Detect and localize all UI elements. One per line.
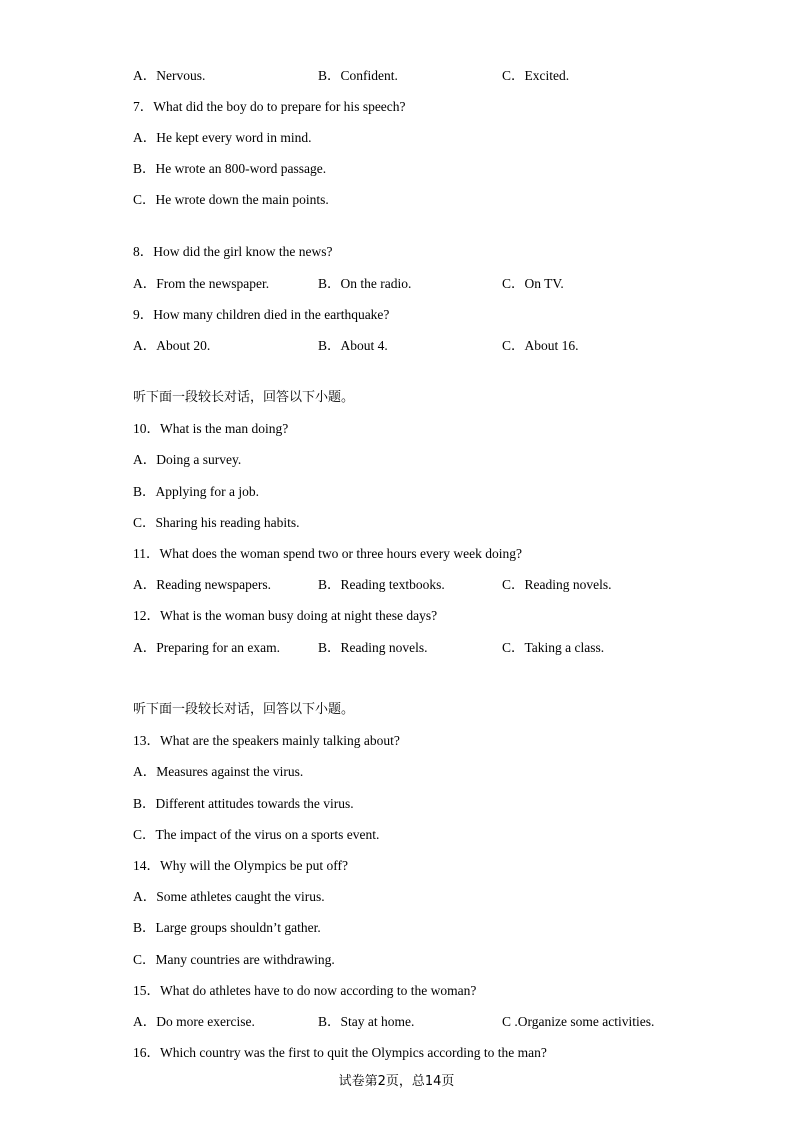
q15-option-b: B．Stay at home. xyxy=(318,1014,415,1029)
q13-question: 13．What are the speakers mainly talking about? xyxy=(133,733,400,748)
q6-option-a: A．Nervous. xyxy=(133,68,206,83)
q10-question: 10．What is the man doing? xyxy=(133,421,289,436)
q14-option-c: C．Many countries are withdrawing. xyxy=(133,952,335,967)
q10-option-a: A．Doing a survey. xyxy=(133,452,242,467)
q13-option-a: A．Measures against the virus. xyxy=(133,764,304,779)
q13-option-b: B．Different attitudes towards the virus. xyxy=(133,796,354,811)
q8-option-a: A．From the newspaper. xyxy=(133,276,270,291)
q7-option-b: B．He wrote an 800-word passage. xyxy=(133,161,327,176)
q11-question: 11．What does the woman spend two or three hours every week doing? xyxy=(133,546,523,561)
q10-option-b: B．Applying for a job. xyxy=(133,484,259,499)
q10-option-c: C．Sharing his reading habits. xyxy=(133,515,300,530)
q12-option-b: B．Reading novels. xyxy=(318,640,428,655)
q7-question: 7．What did the boy do to prepare for his speech? xyxy=(133,99,406,114)
q7-option-a: A．He kept every word in mind. xyxy=(133,130,312,145)
q6-option-c: C．Excited. xyxy=(502,68,570,83)
q11-option-b: B．Reading textbooks. xyxy=(318,577,445,592)
q13-option-c: C．The impact of the virus on a sports event. xyxy=(133,827,380,842)
q12-option-a: A．Preparing for an exam. xyxy=(133,640,280,655)
q12-question: 12．What is the woman busy doing at night these days? xyxy=(133,608,438,623)
q11-option-c: C．Reading novels. xyxy=(502,577,612,592)
section2-instruction: 听下面一段较长对话，回答以下小题。 xyxy=(133,702,355,717)
q9-option-c: C．About 16. xyxy=(502,338,579,353)
q8-option-c: C．On TV. xyxy=(502,276,564,291)
page-footer: 试卷第2页，总14页 xyxy=(338,1074,455,1089)
q7-option-c: C．He wrote down the main points. xyxy=(133,192,329,207)
q11-option-a: A．Reading newspapers. xyxy=(133,577,271,592)
q14-option-a: A．Some athletes caught the virus. xyxy=(133,889,325,904)
section1-instruction: 听下面一段较长对话，回答以下小题。 xyxy=(133,390,355,405)
q15-option-a: A．Do more exercise. xyxy=(133,1014,255,1029)
q8-question: 8．How did the girl know the news? xyxy=(133,244,333,259)
q14-option-b: B．Large groups shouldn’t gather. xyxy=(133,920,321,935)
q12-option-c: C．Taking a class. xyxy=(502,640,605,655)
q15-question: 15．What do athletes have to do now according to the woman? xyxy=(133,983,477,998)
q8-option-b: B．On the radio. xyxy=(318,276,412,291)
q14-question: 14．Why will the Olympics be put off? xyxy=(133,858,348,873)
q16-question: 16．Which country was the first to quit the Olympics according to the man? xyxy=(133,1045,547,1060)
q9-question: 9．How many children died in the earthquake? xyxy=(133,307,390,322)
q9-option-a: A．About 20. xyxy=(133,338,211,353)
q9-option-b: B．About 4. xyxy=(318,338,388,353)
q15-option-c: C .Organize some activities. xyxy=(502,1014,655,1029)
q6-option-b: B．Confident. xyxy=(318,68,398,83)
